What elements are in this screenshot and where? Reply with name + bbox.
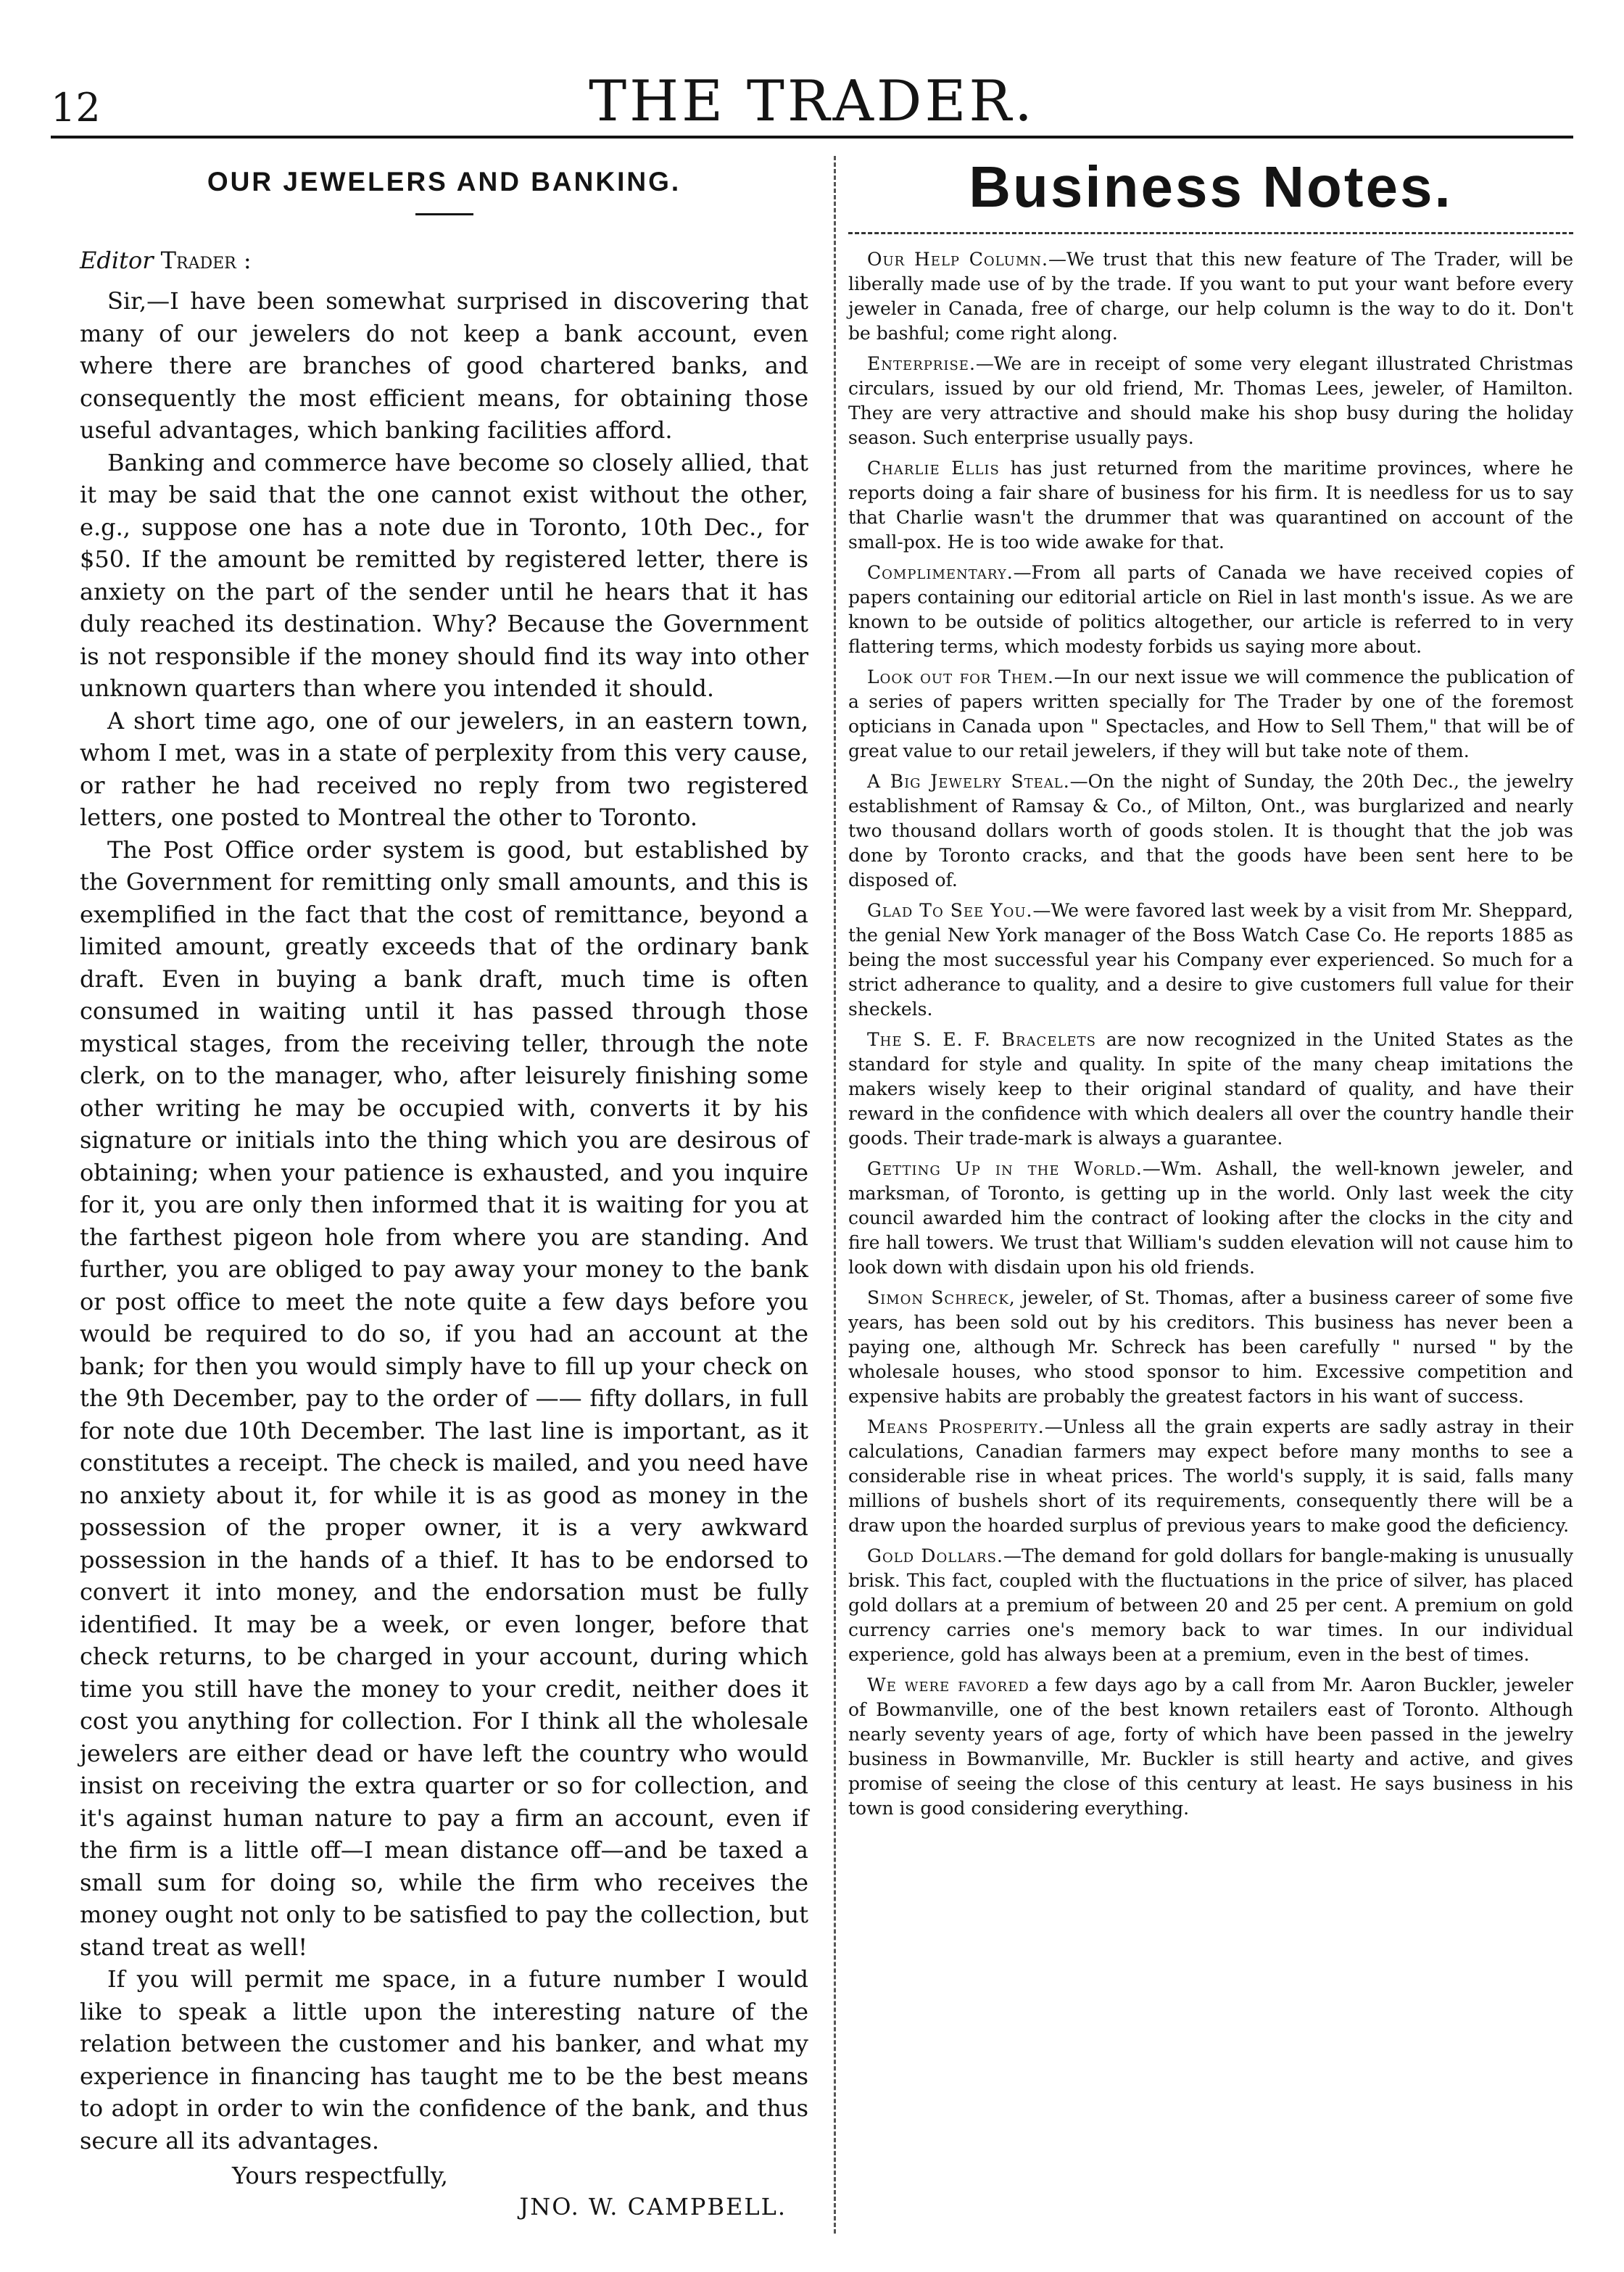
note-body: are now recognized in the United States as the standard for style and quality. In spite of the many cheap imitations the makers wisely keep to their original standard of quality, and have their reward in the confidence with which dealers all over the country handle their goods. Their trade-mark is always a guarantee. — [848, 1029, 1573, 1149]
note-body: —The demand for gold dollars for bangle-making is unusually brisk. This fact, coupled with the fluctuations in the price of silver, has placed gold dollars at a premium of between 20 and 25 per cent. A premium on gold currency carries one's memory back to war times. In our individual experience, gold has always been at a premium, even in the best of times. — [848, 1545, 1573, 1665]
business-note — [848, 352, 1573, 450]
business-note — [848, 665, 1573, 764]
note-heading: Charlie Ellis — [867, 458, 1000, 479]
title-rule — [415, 213, 473, 215]
column-divider — [834, 156, 836, 2234]
letter-closing: Yours respectfully, — [232, 2162, 448, 2189]
business-note — [848, 769, 1573, 893]
business-note — [848, 247, 1573, 346]
salutation-name: Trader : — [160, 247, 252, 274]
letter-body — [80, 285, 808, 2157]
business-notes-column — [848, 152, 1573, 1827]
note-body: —We are in receipt of some very elegant illustrated Christmas circulars, issued by our old friend, Mr. Thomas Lees, jeweler, of Hamilton. They are very attractive and should make his shop busy during the holiday season. Such enterprise usually pays. — [848, 353, 1573, 448]
business-note — [848, 1415, 1573, 1538]
letter-signature: JNO. W. CAMPBELL. — [519, 2193, 787, 2221]
note-body: —We were favored last week by a visit from Mr. Sheppard, the genial New York manager of the Boss Watch Case Co. He reports 1885 as being the most successful year his Company ever experienced. So much for a strict adherance to quality, and a desire to give customers full value for their sheckels. — [848, 900, 1573, 1020]
note-heading: Our Help Column. — [867, 249, 1048, 270]
business-note — [848, 1028, 1573, 1151]
note-heading: A Big Jewelry Steal. — [867, 771, 1070, 792]
note-heading: Means Prosperity. — [867, 1416, 1045, 1437]
masthead — [51, 69, 1573, 141]
business-notes-title: Business Notes. — [969, 154, 1453, 219]
business-notes-rule — [848, 232, 1573, 234]
business-note — [848, 899, 1573, 1022]
note-heading: Look out for Them. — [867, 666, 1054, 687]
note-heading: We were favored — [867, 1674, 1030, 1695]
letter-title: OUR JEWELERS AND BANKING. — [207, 167, 682, 197]
note-body: —We trust that this new feature of The Trader, will be liberally made use of by the trade. If you want to put your want before every jeweler in Canada, free of charge, our help column is the way to do it. Don't be bashful; come right along. — [848, 249, 1573, 344]
note-body: —On the night of Sunday, the 20th Dec., the jewelry establishment of Ramsay & Co., of Milton, Ont., was burglarized and nearly two thousand dollars worth of goods stolen. It is thought that the job was done by Toronto cracks, and that the goods have been sent here to be disposed of. — [848, 771, 1573, 891]
letter-column — [80, 152, 808, 2221]
note-heading: Complimentary. — [867, 562, 1014, 583]
note-heading: Getting Up in the World. — [867, 1158, 1143, 1179]
note-body: a few days ago by a call from Mr. Aaron Buckler, jeweler of Bowmanville, one of the best known retailers east of Toronto. Although nearly seventy years of age, forty of which have been passed in the jewelry business in Bowmanville, Mr. Buckler is still hearty and active, and gives promise of seeing the close of this century at least. He says business in his town is good considering everything. — [848, 1674, 1574, 1819]
business-note — [848, 1157, 1573, 1280]
business-note — [848, 1286, 1573, 1409]
letter-paragraph: Sir,—I have been somewhat surprised in discovering that many of our jewelers do not keep a bank account, even where there are branches of good chartered banks, and consequently the most efficient means, for obtaining those useful advantages, which banking facilities afford. — [80, 287, 808, 444]
business-note — [848, 561, 1573, 659]
salutation — [80, 244, 808, 276]
masthead-rule — [51, 136, 1573, 139]
business-note — [848, 456, 1573, 555]
note-heading: The S. E. F. Bracelets — [867, 1029, 1096, 1050]
note-heading: Simon Schreck, — [867, 1287, 1016, 1308]
business-note — [848, 1673, 1573, 1821]
note-body: —Wm. Ashall, the well-known jeweler, and marksman, of Toronto, is getting up in the world. Only last week the city council awarded him the contract of looking after the clocks in the city and fire hall towers. We trust that William's sudden elevation will not cause him to look down with disdain upon his old friends. — [848, 1158, 1573, 1278]
note-body: has just returned from the maritime provinces, where he reports doing a fair share of business for his firm. It is needless for us to say that Charlie wasn't the drummer that was quarantined on account of the small-pox. He is too wide awake for that. — [848, 458, 1573, 553]
letter-paragraph: The Post Office order system is good, but established by the Government for remitting only small amounts, and this is exemplified in the fact that the cost of remittance, beyond a limited amount, greatly exceeds that of the ordinary bank draft. Even in buying a bank draft, much time is often consumed in waiting until it has passed through those mystical stages, from the receiving teller, through the note clerk, on to the manager, who, after leisurely finishing some other writing he may be occupied with, converts it by his signature or initials into the thing which you are desirous of obtaining; when your patience is exhausted, and you inquire for it, you are only then informed that it is waiting for you at the farthest pigeon hole from where you are standing. And further, you are obliged to pay away your money to the bank or post office to meet the note quite a few days before you would be required to do so, if you had an account at the bank; for then you would simply have to fill up your check on the 9th December, pay to the order of —— fifty dollars, in full for note due 10th December. The last line is important, as it constitutes a receipt. The check is mailed, and you need have no anxiety about it, for while it is as good as money in the possession of the proper owner, it is a very awkward possession in the hands of a thief. It has to be endorsed to convert it into money, and the endorsation must be fully identified. It may be a week, or even longer, before that check returns, to be charged in your account, during which time you still have the money to your credit, neither does it cost you anything for collection. For I think all the wholesale jewelers are either dead or have left the country who would insist on receiving the extra quarter or so for collection, and it's against human nature to pay a firm an account, even if the firm is a little off—I mean distance off—and be taxed a small sum for doing so, while the firm who receives the money ought not only to be satisfied to pay the collection, but stand treat as well! — [80, 835, 808, 1961]
note-heading: Glad To See You. — [867, 900, 1033, 921]
salutation-prefix: Editor — [80, 247, 154, 274]
note-body: jeweler, of St. Thomas, after a business career of some five years, has been sold out by his creditors. This business has never been a paying one, although Mr. Schreck has been carefully " nursed " by the wholesale houses, who stood sponsor to him. Excessive competition and expensive habits are probably the greatest factors in his want of success. — [848, 1287, 1573, 1407]
note-body: —Unless all the grain experts are sadly astray in their calculations, Canadian farmers may expect before many months to see a considerable rise in wheat prices. The world's supply, it is said, falls many millions of bushels short of its requirements, consequently there will be a draw upon the hoarded surplus of previous years to make good the deficiency. — [848, 1416, 1573, 1536]
note-body: —In our next issue we will commence the publication of a series of papers written specially for The Trader by one of the foremost opticians in Canada upon " Spectacles, and How to Sell Them," that will be of great value to our retail jewelers, if they will but take note of them. — [848, 666, 1573, 761]
note-heading: Enterprise. — [867, 353, 976, 374]
journal-title: THE TRADER. — [589, 69, 1035, 134]
letter-paragraph: Banking and commerce have become so closely allied, that it may be said that the one cannot exist without the other, e.g., suppose one has a note due in Toronto, 10th Dec., for $50. If the amount be remitted by registered letter, there is anxiety on the part of the sender until he hears that it has duly reached its destination. Why? Because the Government is not responsible if the money should find its way into other unknown quarters than where you intended it should. — [80, 448, 808, 702]
business-note — [848, 1544, 1573, 1667]
letter-paragraph: A short time ago, one of our jewelers, in an eastern town, whom I met, was in a state of perplexity from this very cause, or rather he had received no reply from two registered letters, one posted to Montreal the other to Toronto. — [80, 706, 808, 831]
note-heading: Gold Dollars. — [867, 1545, 1003, 1566]
page-number: 12 — [51, 85, 101, 131]
letter-paragraph: If you will permit me space, in a future number I would like to speak a little upon the interesting nature of the relation between the customer and his banker, and what my experience in financing has taught me to be the best means to adopt in order to win the confidence of the bank, and thus secure all its advantages. — [80, 1965, 808, 2155]
note-body: —From all parts of Canada we have received copies of papers containing our editorial article on Riel in last month's issue. As we are known to be outside of politics altogether, our article is referred to in very flattering terms, which modesty forbids us saying more about. — [848, 562, 1573, 657]
